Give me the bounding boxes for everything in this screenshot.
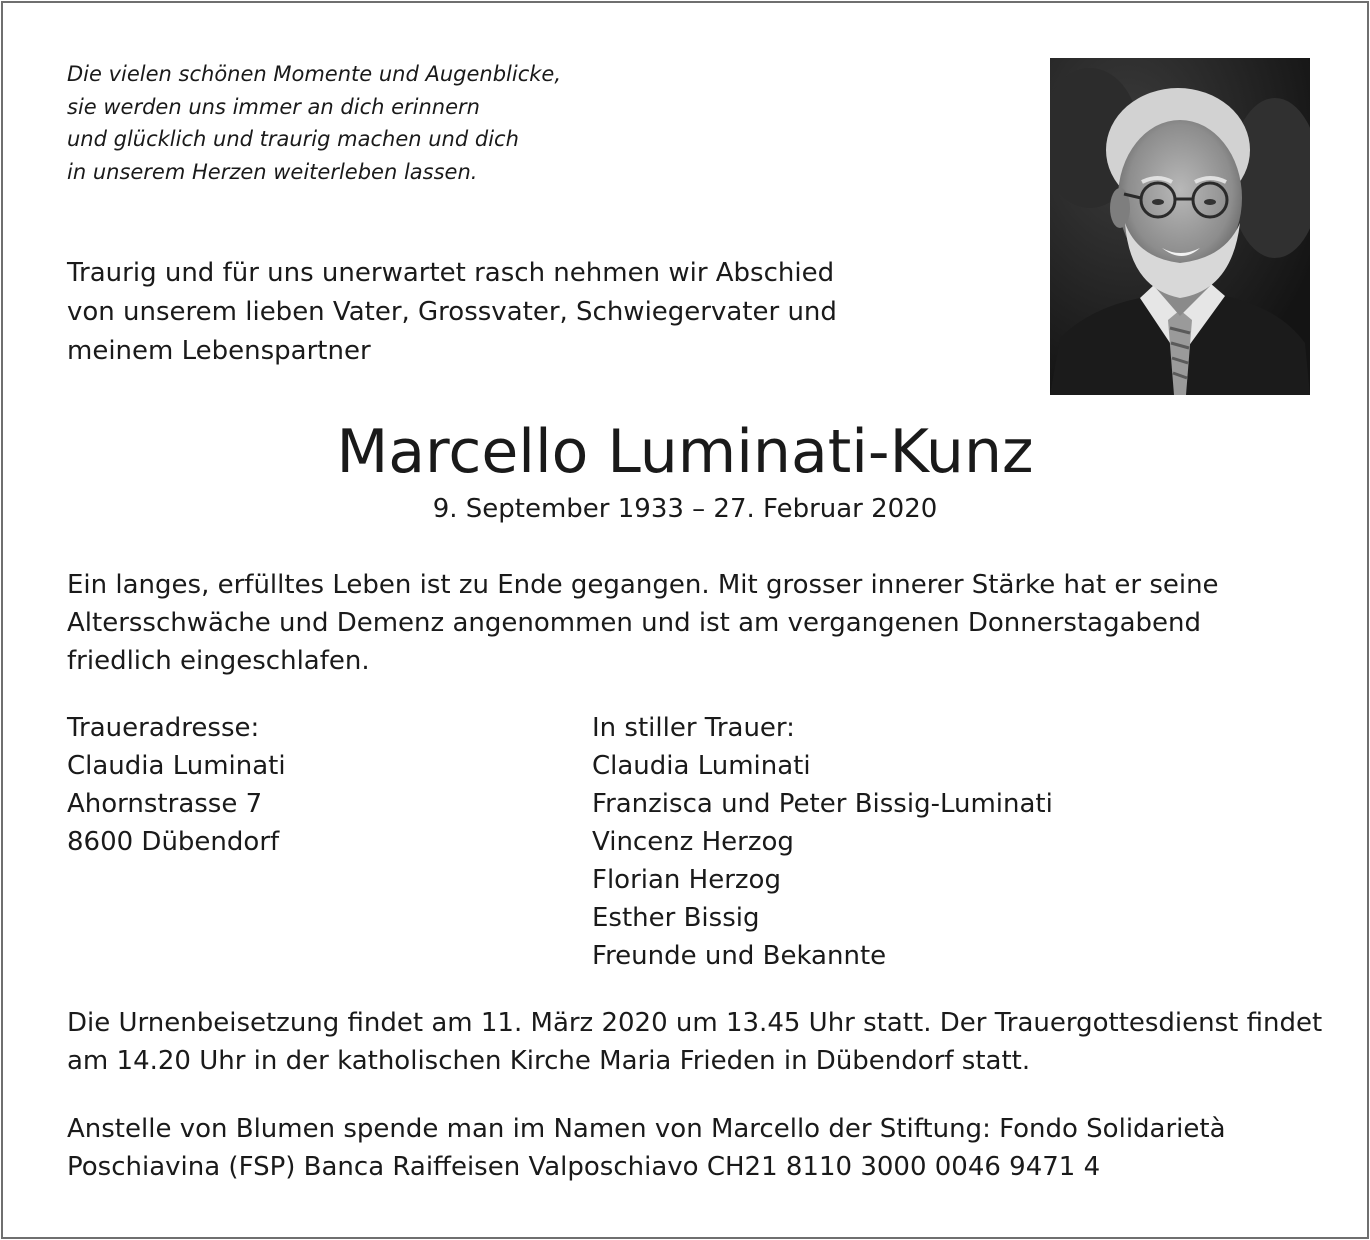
obituary-line: friedlich eingeschlafen. bbox=[67, 646, 370, 676]
obituary-line: Ein langes, erfülltes Leben ist zu Ende gegangen. Mit grosser innerer Stärke hat er seine bbox=[67, 570, 1219, 600]
donation-info bbox=[67, 1110, 1226, 1186]
verse-line: sie werden uns immer an dich erinnern bbox=[67, 94, 480, 119]
memorial-verse bbox=[67, 58, 967, 188]
mourning-address bbox=[67, 709, 286, 861]
verse-line: Die vielen schönen Momente und Augenblicke, bbox=[67, 62, 562, 86]
mourner-name: Florian Herzog bbox=[592, 865, 781, 895]
mourner-name: Esther Bissig bbox=[592, 903, 760, 933]
address-heading: Traueradresse: bbox=[67, 713, 260, 743]
mourners-heading: In stiller Trauer: bbox=[592, 713, 795, 743]
intro-text bbox=[67, 254, 837, 371]
obituary-text bbox=[67, 566, 1219, 680]
mourners-list bbox=[592, 709, 1053, 975]
portrait-illustration bbox=[1050, 58, 1310, 395]
life-dates: 9. September 1933 – 27. Februar 2020 bbox=[432, 494, 938, 524]
ceremony-line: Die Urnenbeisetzung findet am 11. März 2020 um 13.45 Uhr statt. Der Trauergottesdienst findet bbox=[67, 1008, 1323, 1038]
intro-line: meinem Lebenspartner bbox=[67, 336, 371, 366]
verse-line: und glücklich und traurig machen und dich bbox=[67, 127, 519, 151]
portrait-photo bbox=[1050, 58, 1310, 395]
address-line: 8600 Dübendorf bbox=[67, 827, 280, 857]
deceased-name: Marcello Luminati-Kunz bbox=[336, 417, 1034, 487]
mourner-name: Vincenz Herzog bbox=[592, 827, 794, 857]
donation-line: Poschiavina (FSP) Banca Raiffeisen Valposchiavo CH21 8110 3000 0046 9471 4 bbox=[67, 1152, 1101, 1182]
mourner-name: Claudia Luminati bbox=[592, 751, 811, 781]
donation-line: Anstelle von Blumen spende man im Namen von Marcello der Stiftung: Fondo Solidarietà bbox=[67, 1114, 1226, 1144]
mourner-name: Freunde und Bekannte bbox=[592, 941, 887, 971]
ceremony-info bbox=[67, 1004, 1322, 1080]
obituary-line: Altersschwäche und Demenz angenommen und ist am vergangenen Donnerstagabend bbox=[67, 608, 1202, 638]
address-line: Claudia Luminati bbox=[67, 751, 286, 781]
mourner-name: Franzisca und Peter Bissig-Luminati bbox=[592, 789, 1053, 819]
intro-line: von unserem lieben Vater, Grossvater, Schwiegervater und bbox=[67, 297, 837, 327]
verse-line: in unserem Herzen weiterleben lassen. bbox=[67, 159, 478, 184]
ceremony-line: am 14.20 Uhr in der katholischen Kirche Maria Frieden in Dübendorf statt. bbox=[67, 1046, 1031, 1076]
address-line: Ahornstrasse 7 bbox=[67, 789, 263, 819]
intro-line: Traurig und für uns unerwartet rasch nehmen wir Abschied bbox=[67, 258, 835, 288]
